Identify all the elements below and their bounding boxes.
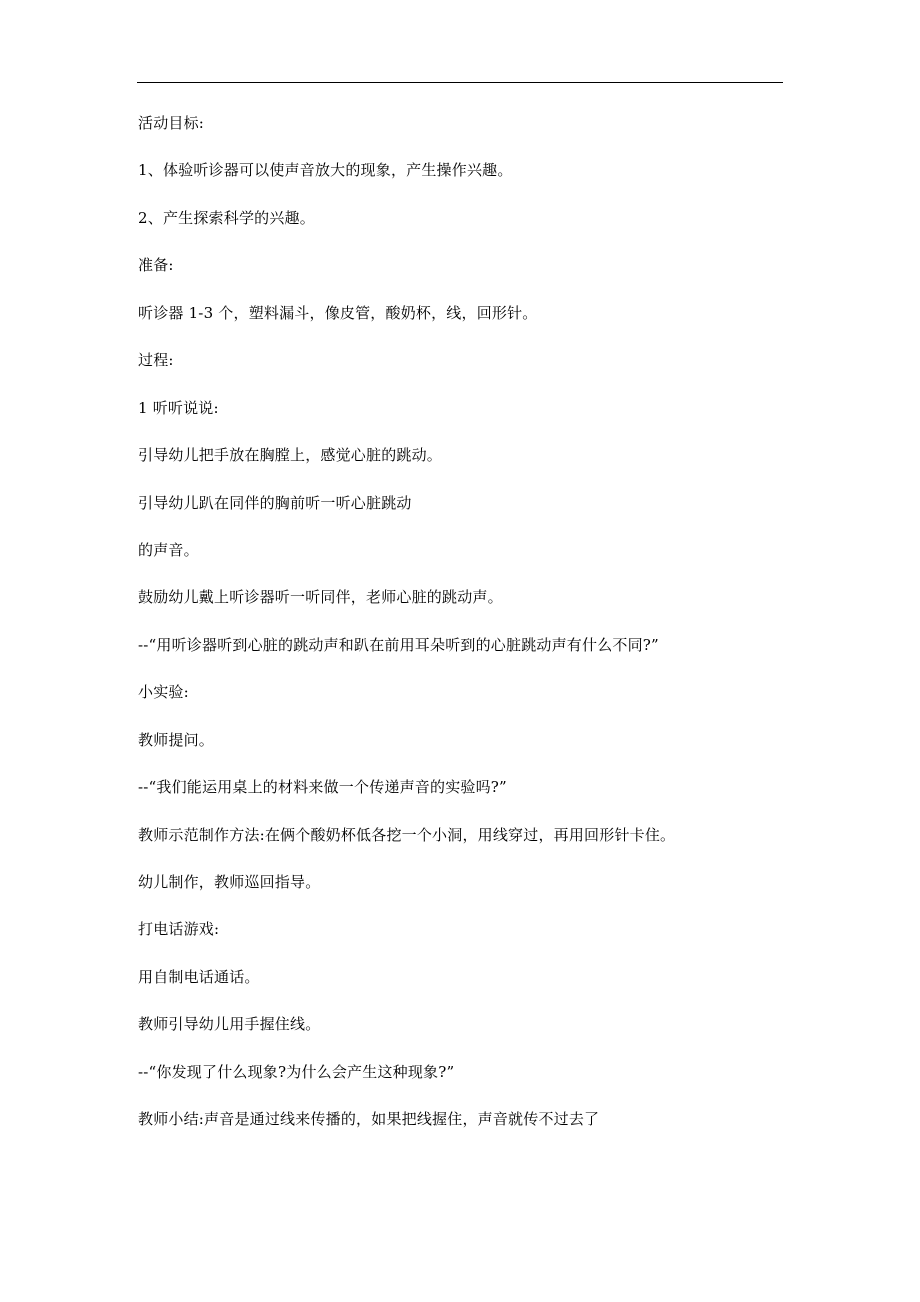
section-heading-process: 过程:	[138, 351, 174, 370]
section-heading-goals: 活动目标:	[138, 114, 205, 132]
paragraph-line: 的声音。	[138, 540, 199, 559]
step-heading-experiment: 小实验:	[138, 683, 189, 702]
step-heading-listen-talk: 1 听听说说:	[138, 398, 219, 417]
paragraph-line: 引导幼儿趴在同伴的胸前听一听心脏跳动	[138, 493, 412, 512]
summary-line: 教师小结:声音是通过线来传播的，如果把线握住，声音就传不过去了	[138, 1110, 600, 1129]
step-heading-phone-game: 打电话游戏:	[138, 920, 220, 939]
paragraph-line: 引导幼儿把手放在胸膛上，感觉心脏的跳动。	[138, 446, 443, 465]
header-rule	[137, 82, 783, 83]
paragraph-line: 鼓励幼儿戴上听诊器听一听同伴，老师心脏的跳动声。	[138, 588, 503, 607]
paragraph-line: 幼儿制作，教师巡回指导。	[138, 873, 321, 891]
paragraph-line: 教师提问。	[138, 730, 215, 749]
question-line: --“我们能运用桌上的材料来做一个传递声音的实验吗?”	[138, 778, 507, 797]
goal-item-2: 2、产生探索科学的兴趣。	[138, 208, 315, 227]
question-line: --“用听诊器听到心脏的跳动声和趴在前用耳朵听到的心脏跳动声有什么不同?”	[138, 635, 659, 654]
paragraph-line: 用自制电话通话。	[138, 967, 260, 986]
goal-item-1: 1、体验听诊器可以使声音放大的现象，产生操作兴趣。	[138, 161, 513, 180]
materials-list: 听诊器 1-3 个，塑料漏斗，像皮管，酸奶杯，线，回形针。	[138, 303, 538, 322]
document-body	[138, 112, 784, 1156]
question-line: --“你发现了什么现象?为什么会产生这种现象?”	[138, 1062, 455, 1081]
paragraph-line: 教师示范制作方法:在俩个酸奶杯低各挖一个小洞，用线穿过，再用回形针卡住。	[138, 825, 676, 844]
paragraph-line: 教师引导幼儿用手握住线。	[138, 1015, 321, 1034]
section-heading-preparation: 准备:	[138, 256, 174, 275]
